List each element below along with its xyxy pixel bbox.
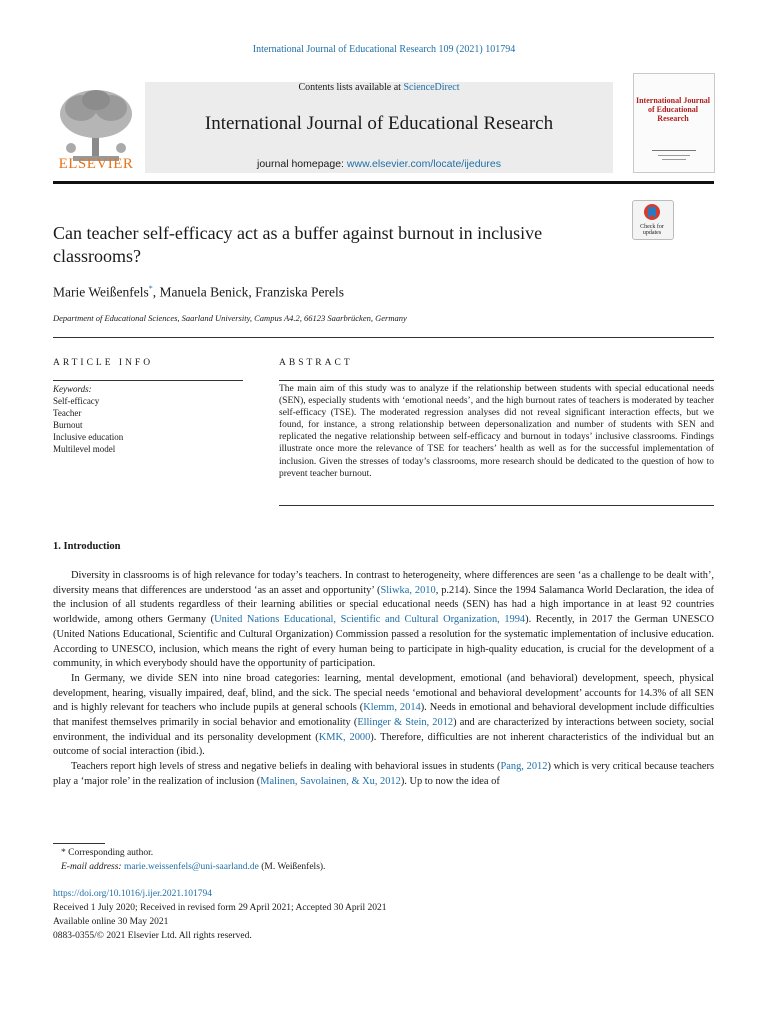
text-run: ). Recently, in 2017 the German UNESCO (United Nations Educational, Scientific and Cultural Organization) Commission passed a resolution for the systematic implementation of inclusive education. According to UNESCO, inclusion, which means the right of every human being to participate in high-quality education, is crucial for the development of a community, in which everybody should have the opportunity of participation.	[53, 614, 714, 670]
doi-link[interactable]: https://doi.org/10.1016/j.ijer.2021.101794	[53, 889, 212, 899]
keywords-label: Keywords:	[53, 384, 92, 394]
contents-line	[145, 82, 613, 93]
footnote	[53, 846, 714, 874]
introduction-body	[53, 569, 714, 790]
article-info-rule	[53, 380, 243, 381]
keyword-item: Inclusive education	[53, 432, 124, 442]
homepage-line	[145, 158, 613, 170]
abstract-bottom-rule	[279, 505, 714, 506]
journal-citation[interactable]: International Journal of Educational Research 109 (2021) 101794	[252, 44, 516, 55]
article-info-heading: ARTICLE INFO	[53, 358, 154, 368]
text-run: ). Up to now the idea of	[400, 775, 500, 787]
abstract-rule	[279, 380, 714, 381]
paragraph	[53, 760, 714, 789]
email-suffix: (M. Weißenfels).	[258, 862, 326, 872]
citation-link[interactable]: Malinen, Savolainen, & Xu, 2012	[260, 775, 401, 787]
citation-link[interactable]: Klemm, 2014	[363, 702, 421, 714]
elsevier-logo-text: ELSEVIER	[58, 156, 134, 172]
footnote-rule	[53, 843, 105, 844]
author-list	[53, 284, 344, 301]
keywords-list	[53, 383, 123, 455]
publication-info	[53, 887, 387, 943]
text-run: In Germany, we divide SEN into nine broad categories: learning, mental development, emotional (and behavioral) development, speech, physical development, hearing, visually impaired, deaf, blind, and the sick. The special needs ‘emotional and behavioral development’ accounts for 14.3% of all SEN and is highly relevant for teachers who include pupils at general schools (	[53, 672, 714, 714]
citation-link[interactable]: Ellinger & Stein, 2012	[357, 717, 454, 729]
keyword-item: Burnout	[53, 420, 83, 430]
paragraph	[53, 569, 714, 672]
text-run: Diversity in classrooms is of high relevance for today’s teachers. In contrast to heterogeneity, where differences are seen ‘as a challenge to be dealt with’, diversity means that differences are understood ‘as an asset and opportunity’ (	[53, 570, 714, 596]
journal-title: International Journal of Educational Research	[204, 113, 554, 134]
sciencedirect-link[interactable]: ScienceDirect	[403, 82, 460, 93]
keyword-item: Self-efficacy	[53, 396, 100, 406]
homepage-prefix: journal homepage:	[257, 158, 347, 170]
header-rule	[53, 181, 714, 184]
author-first[interactable]: Marie Weißenfels	[53, 284, 149, 300]
abstract-text: The main aim of this study was to analyze if the relationship between students with special educational needs (SEN), especially students with ‘emotional needs’, and the high burnout rates of teachers is moderated by teacher self-efficacy (TSE). The moderated regression analyses did not reveal significant interaction effects, but we found, for instance, a strong relationship between depersonalization and number of students with SEN and replicated the negative relationship between self-efficacy and burnout in todays’ inclusive classrooms. Findings illustrate once more the relevance of TSE for teachers’ health as well as for the successful implementation of inclusion. Given the stresses of today’s classrooms, more research should be dedicated to the question of how to prevent teacher burnout.	[279, 384, 714, 479]
text-run: Teachers report high levels of stress and negative beliefs in dealing with behavioral issues in students (	[71, 761, 501, 773]
introduction-heading: 1. Introduction	[53, 541, 121, 552]
text-run: ). Therefore, difficulties are not inherent characteristics of the individual but an outcome of social interaction (ibid.).	[53, 731, 714, 758]
email-label: E-mail address:	[61, 862, 122, 872]
paragraph	[53, 672, 714, 760]
keyword-item: Teacher	[53, 408, 82, 418]
copyright: 0883-0355/© 2021 Elsevier Ltd. All rights reserved.	[53, 931, 252, 941]
keyword-item: Multilevel model	[53, 444, 116, 454]
citation-link[interactable]: KMK, 2000	[318, 731, 371, 743]
check-for-updates-label: Check for updates	[640, 224, 664, 237]
corresponding-author-note: * Corresponding author.	[61, 848, 154, 858]
article-title: Can teacher self-efficacy act as a buffer against burnout in inclusive classrooms?	[53, 223, 543, 266]
citation-link[interactable]: United Nations Educational, Scientific and Cultural Organization, 1994	[214, 614, 526, 626]
email-line	[53, 860, 714, 874]
bookmark-icon	[643, 203, 661, 223]
email-link[interactable]: marie.weissenfels@uni-saarland.de	[123, 862, 259, 872]
text-run: ). Needs in emotional and behavioral development include difficulties that manifest themselves primarily in social behavior and emotionality (	[53, 702, 714, 729]
text-run: , p.214). Since the 1994 Salamanca World Declaration, the idea of the inclusion of all students regardless of their learning abilities or special educational needs (SEN) has had a high importance in at least 92 countries worldwide, among others Germany (	[53, 584, 714, 626]
citation-link[interactable]: Sliwka, 2010	[380, 584, 436, 596]
available-online: Available online 30 May 2021	[53, 917, 169, 927]
text-run: ) which is very critical because teachers play a ‘major role’ in the realization of inclusion (	[53, 761, 715, 787]
abstract-heading: ABSTRACT	[279, 358, 353, 368]
title-rule	[53, 337, 714, 338]
cover-title: International Journal of Educational Research	[635, 96, 710, 124]
affiliation: Department of Educational Sciences, Saarland University, Campus A4.2, 66123 Saarbrücken, Germany	[53, 313, 407, 323]
contents-prefix: Contents lists available at	[298, 82, 404, 93]
received-dates: Received 1 July 2020; Received in revised form 29 April 2021; Accepted 30 April 2021	[53, 903, 387, 913]
text-run: ) and are characterized by interactions between society, social environment, the individual and its personality development (	[53, 717, 714, 743]
corresponding-author-marker[interactable]: *	[148, 284, 153, 293]
homepage-link[interactable]: www.elsevier.com/locate/ijedures	[346, 158, 501, 170]
cover-decoration	[652, 148, 696, 162]
citation-link[interactable]: Pang, 2012	[500, 761, 548, 773]
author-rest[interactable]: , Manuela Benick, Franziska Perels	[152, 284, 344, 300]
